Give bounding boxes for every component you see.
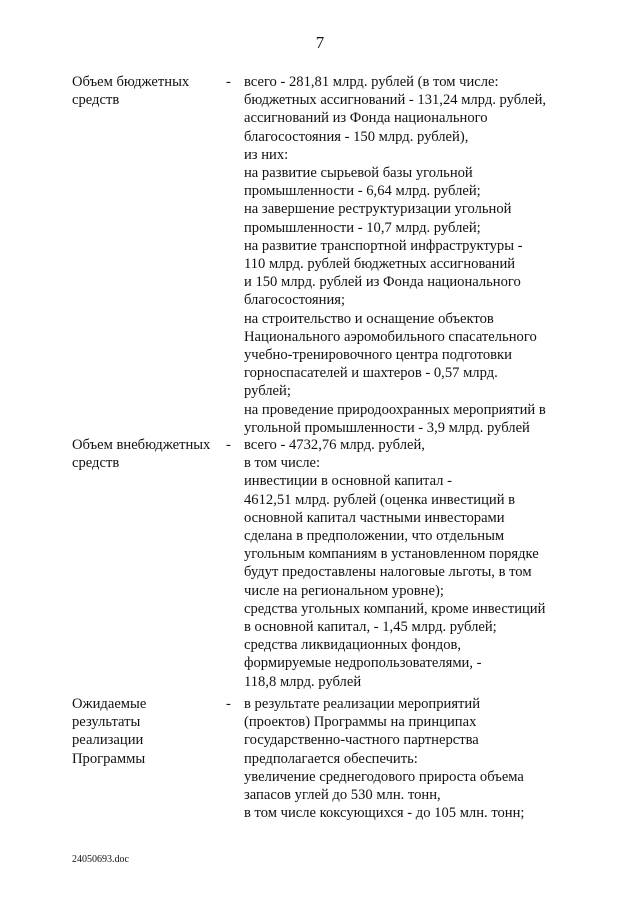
label-line: Программы [72,750,146,767]
content-line: в результате реализации мероприятий [244,696,481,712]
label-line: Объем бюджетных [72,74,190,90]
section-dash: - [226,437,231,453]
content-line: будут предоставлены налоговые льготы, в том [244,564,532,581]
label-line: реализации [72,732,144,749]
content-line: в том числе: [244,455,321,472]
section-label [72,695,222,768]
content-line: средства угольных компаний, кроме инвестиций [244,600,546,617]
document-footer-code: 24050693.doc [72,854,129,865]
section-dash: - [226,74,231,90]
content-line: формируемые недропользователями, - [244,655,482,672]
content-line: числе на региональном уровне); [244,582,444,599]
content-line: всего - 4732,76 млрд. рублей, [244,437,425,453]
section-content [244,73,584,437]
content-line: на завершение реструктуризации угольной [244,201,512,218]
content-line: на проведение природоохранных мероприятий в [244,401,546,418]
content-line: запасов углей до 530 млн. тонн, [244,787,441,804]
section-dash: - [226,696,231,712]
label-line: средств [72,455,120,472]
content-line: промышленности - 10,7 млрд. рублей; [244,219,481,236]
section-content [244,436,584,691]
content-line: сделана в предположении, что отдельным [244,528,505,545]
content-line: инвестиции в основной капитал - [244,473,452,490]
content-line: и 150 млрд. рублей из Фонда национального [244,274,521,291]
content-line: угольной промышленности - 3,9 млрд. рублей [244,419,530,436]
content-line: рублей; [244,383,291,400]
content-line: 110 млрд. рублей бюджетных ассигнований [244,256,516,273]
content-line: (проектов) Программы на принципах [244,714,477,731]
content-line: из них: [244,146,289,163]
content-line: учебно-тренировочного центра подготовки [244,347,512,364]
content-line: 4612,51 млрд. рублей (оценка инвестиций в [244,491,516,508]
label-line: Объем внебюджетных [72,437,211,453]
section-label [72,73,222,109]
content-line: угольным компаниям в установленном порядке [244,546,539,563]
label-line: результаты [72,714,141,731]
content-line: основной капитал частными инвесторами [244,509,505,526]
label-line: Ожидаемые [72,696,147,712]
content-line: благосостояния; [244,292,346,309]
content-line: Национального аэромобильного спасательного [244,328,537,345]
content-line: предполагается обеспечить: [244,750,418,767]
content-line: 118,8 млрд. рублей [244,673,362,690]
content-line: на развитие транспортной инфраструктуры - [244,237,523,254]
content-line: горноспасателей и шахтеров - 0,57 млрд. [244,365,498,382]
content-line: на строительство и оснащение объектов [244,310,494,327]
content-line: благосостояния - 150 млрд. рублей), [244,128,469,145]
section-content [244,695,584,822]
content-line: в основной капитал, - 1,45 млрд. рублей; [244,619,497,636]
content-line: средства ликвидационных фондов, [244,637,462,654]
content-line: промышленности - 6,64 млрд. рублей; [244,183,481,200]
content-line: бюджетных ассигнований - 131,24 млрд. рублей, [244,92,547,109]
content-line: ассигнований из Фонда национального [244,110,488,127]
page-number: 7 [315,33,325,52]
content-line: в том числе коксующихся - до 105 млн. тонн; [244,805,525,822]
content-line: всего - 281,81 млрд. рублей (в том числе: [244,74,499,90]
label-line: средств [72,92,120,109]
content-line: увеличение среднегодового прироста объема [244,768,524,785]
section-label [72,436,222,472]
content-line: государственно-частного партнерства [244,732,479,749]
content-line: на развитие сырьевой базы угольной [244,165,473,182]
